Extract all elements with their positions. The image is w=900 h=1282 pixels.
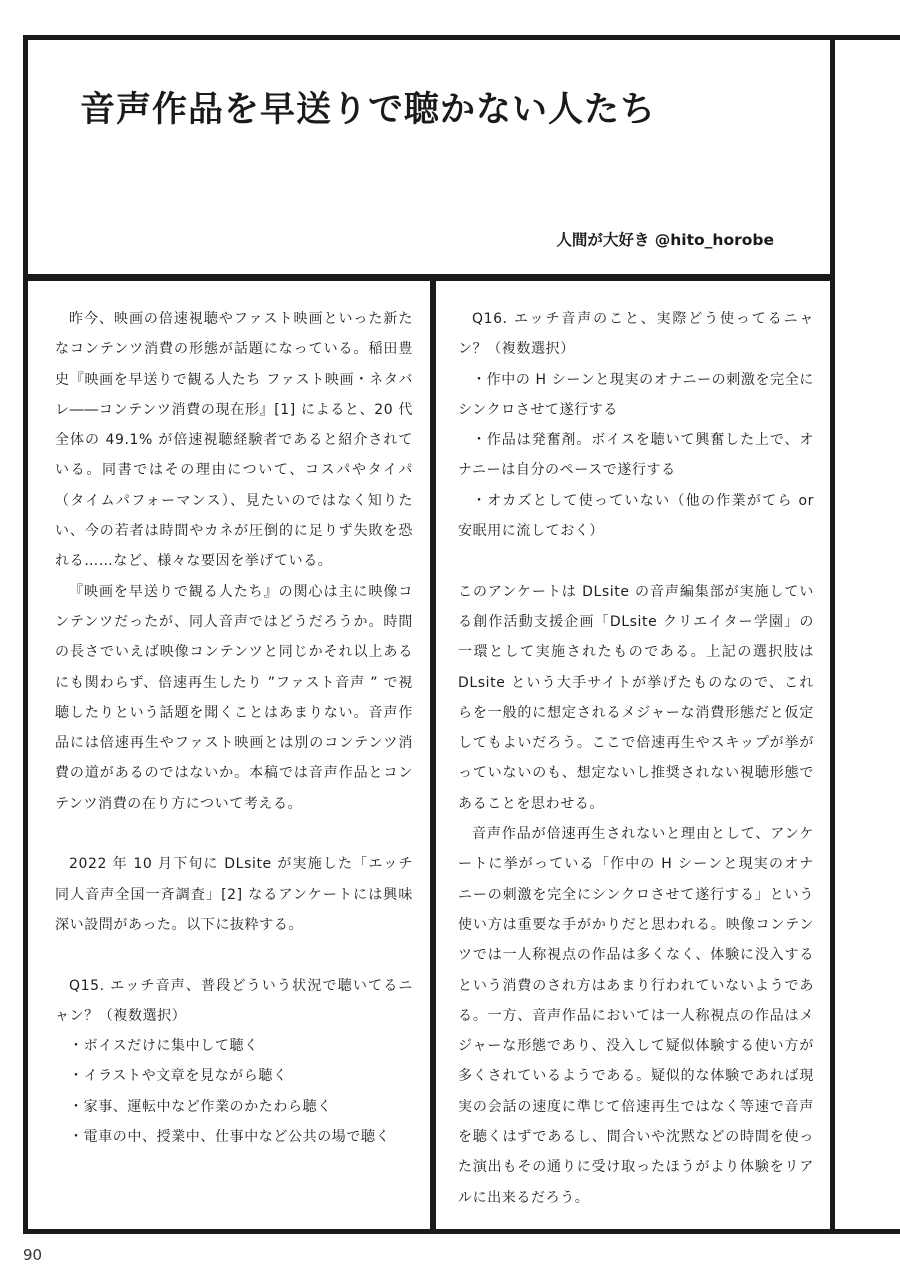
paragraph: このアンケートは DLsite の音声編集部が実施している創作活動支援企画「DLsite クリエイター学園」の一環として実施されたものである。上記の選択肢は DLsite という大手サイトが挙げたものなので、これらを一般的に想定されるメジャーな消費形態だと仮定してもよいだろう。ここで倍速再生やスキップが挙がっていないのも、想定ないし推奨されない視聴形態であることを思わせる。 bbox=[458, 583, 814, 812]
survey-option: ・イラストや文章を見ながら聴く bbox=[69, 1068, 288, 1085]
article-title: 音声作品を早送りで聴かない人たち bbox=[80, 90, 657, 130]
spacer bbox=[458, 546, 814, 576]
survey-question-q15: Q15. エッチ音声、普段どういう状況で聴いてるニャン？（複数選択） bbox=[55, 977, 413, 1024]
spacer bbox=[55, 940, 413, 970]
survey-option: ・ボイスだけに集中して聴く bbox=[69, 1038, 259, 1055]
survey-option: ・オカズとして使っていない（他の作業がてら or 安眠用に流しておく） bbox=[458, 492, 814, 540]
paragraph: 昨今、映画の倍速視聴やファスト映画といった新たなコンテンツ消費の形態が話題になっている。稲田豊史『映画を早送りで観る人たち ファスト映画・ネタバレ――コンテンツ消費の現在形』[1] によると、20 代全体の 49.1% が倍速視聴経験者であると紹介されている。同書ではその理由について、コスパやタイパ（タイムパフォーマンス）、見たいのではなく知りたい、今の若者は時間やカネが圧倒的に足りず失敗を恐れる……など、様々な要因を挙げている。 bbox=[55, 311, 413, 570]
paragraph: 2022 年 10 月下旬に DLsite が実施した「エッチ同人音声全国一斉調査」[2] なるアンケートには興味深い設問があった。以下に抜粋する。 bbox=[55, 856, 413, 933]
paragraph: 音声作品が倍速再生されないと理由として、アンケートに挙がっている「作中の H シーンと現実のオナニーの刺激を完全にシンクロさせて遂行する」という使い方は重要な手がかりだと思われる。映像コンテンツでは一人称視点の作品は多くなく、体験に没入するという消費のされ方はあまり行われていないようである。一方、音声作品においては一人称視点の作品はメジャーな形態であり、没入して疑似体験する使い方が多くされているようである。疑似的な体験であれば現実の会話の速度に準じて倍速再生ではなく等速で音声を聴くはずであるし、間合いや沈黙などの時間を使った演出もその通りに受け取ったほうがより体験をリアルに出来るだろう。 bbox=[458, 826, 814, 1206]
adjacent-page-edge bbox=[830, 35, 900, 1234]
survey-question-q16: Q16. エッチ音声のこと、実際どう使ってるニャン？（複数選択） bbox=[458, 311, 814, 358]
survey-option: ・電車の中、授業中、仕事中など公共の場で聴く bbox=[69, 1129, 391, 1146]
survey-option: ・作品は発奮剤。ボイスを聴いて興奮した上で、オナニーは自分のペースで遂行する bbox=[458, 432, 814, 479]
survey-option: ・家事、運転中など作業のかたわら聴く bbox=[69, 1098, 332, 1115]
survey-option: ・作中の H シーンと現実のオナニーの刺激を完全にシンクロさせて遂行する bbox=[458, 371, 814, 418]
right-column-text bbox=[458, 304, 814, 1213]
spacer bbox=[55, 819, 413, 849]
title-box bbox=[23, 35, 835, 279]
page-number: 90 bbox=[23, 1246, 43, 1264]
paragraph: 『映画を早送りで観る人たち』の関心は主に映像コンテンツだったが、同人音声ではどうだろうか。時間の長さでいえば映像コンテンツと同じかそれ以上あるにも関わらず、倍速再生したり ”ファスト音声 ” で視聴したりという話題を聞くことはあまりない。音声作品には倍速再生やファスト映画とは別のコンテンツ消費の道があるのではないか。本稿では音声作品とコンテンツ消費の在り方について考える。 bbox=[55, 583, 413, 812]
author-byline: 人間が大好き @hito_horobe bbox=[556, 231, 774, 249]
right-column bbox=[431, 276, 835, 1234]
left-column bbox=[23, 276, 435, 1234]
left-column-text bbox=[55, 304, 413, 1152]
